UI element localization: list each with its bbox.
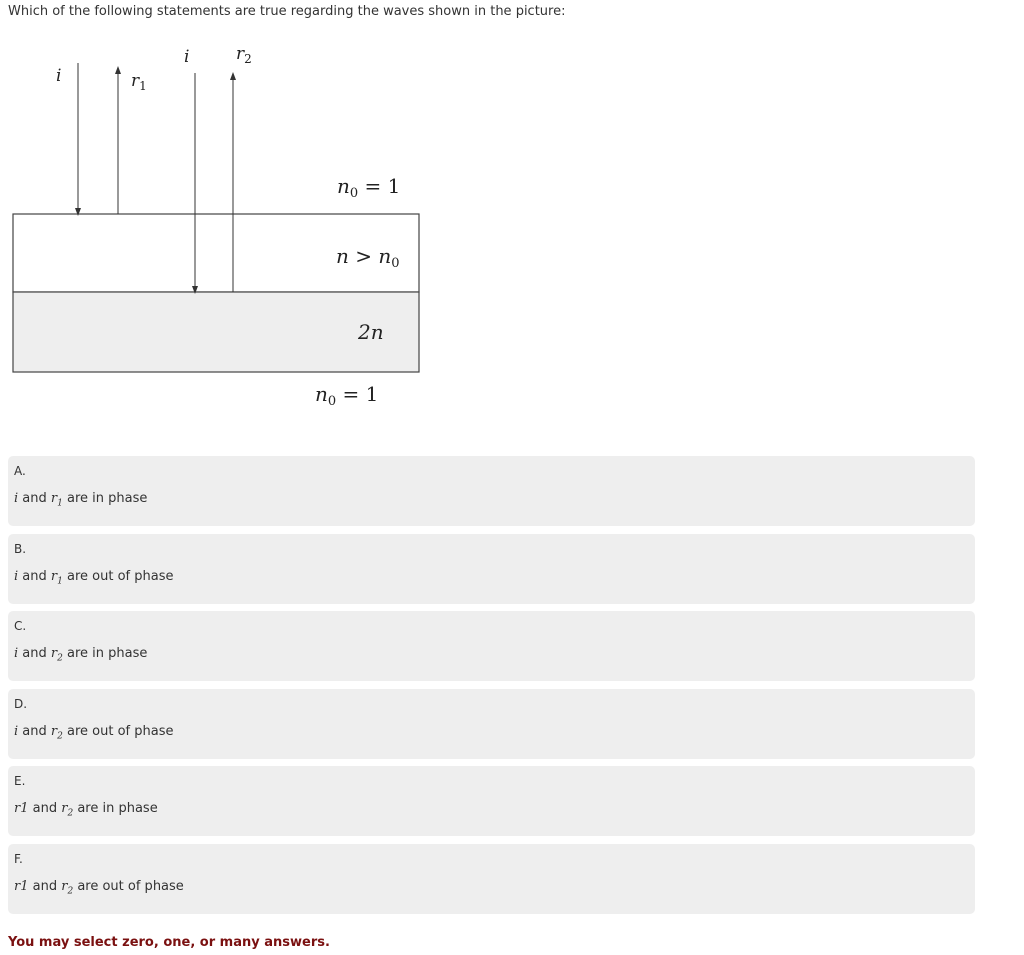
option-c[interactable] — [8, 611, 975, 681]
question-text: Which of the following statements are true regarding the waves shown in the picture: — [8, 4, 566, 19]
option-letter: D. — [14, 696, 28, 711]
label-r2: $r_2$ — [236, 44, 252, 66]
option-e[interactable] — [8, 766, 975, 836]
option-letter: F. — [14, 851, 23, 866]
option-b[interactable] — [8, 534, 975, 604]
label-r1: $r_1$ — [131, 71, 147, 93]
option-d[interactable] — [8, 689, 975, 759]
option-letter: B. — [14, 541, 27, 556]
option-a[interactable] — [8, 456, 975, 526]
label-2n: 2n — [358, 320, 384, 344]
option-text: i and $r_2$ are in phase — [14, 646, 148, 664]
label-i-left: i — [56, 66, 62, 86]
option-letter: E. — [14, 774, 26, 789]
option-text: r1 and $r_2$ are out of phase — [14, 878, 184, 897]
label-n-middle: $n > n_0$ — [336, 244, 400, 271]
answer-options — [8, 456, 975, 922]
option-f[interactable] — [8, 844, 975, 914]
selection-hint: You may select zero, one, or many answers. — [8, 935, 330, 950]
label-i-right: i — [184, 47, 190, 67]
label-n0-bottom: $n_0 = 1$ — [315, 382, 379, 409]
label-n0-top: $n_0 = 1$ — [337, 174, 401, 201]
wave-diagram — [0, 0, 440, 420]
option-text: i and $r_2$ are out of phase — [14, 723, 174, 742]
option-text: i and $r_1$ are in phase — [14, 491, 148, 509]
option-letter: C. — [14, 619, 27, 634]
option-text: r1 and $r_2$ are in phase — [14, 801, 158, 819]
option-letter: A. — [14, 464, 26, 478]
option-text: i and $r_1$ are out of phase — [14, 568, 174, 587]
